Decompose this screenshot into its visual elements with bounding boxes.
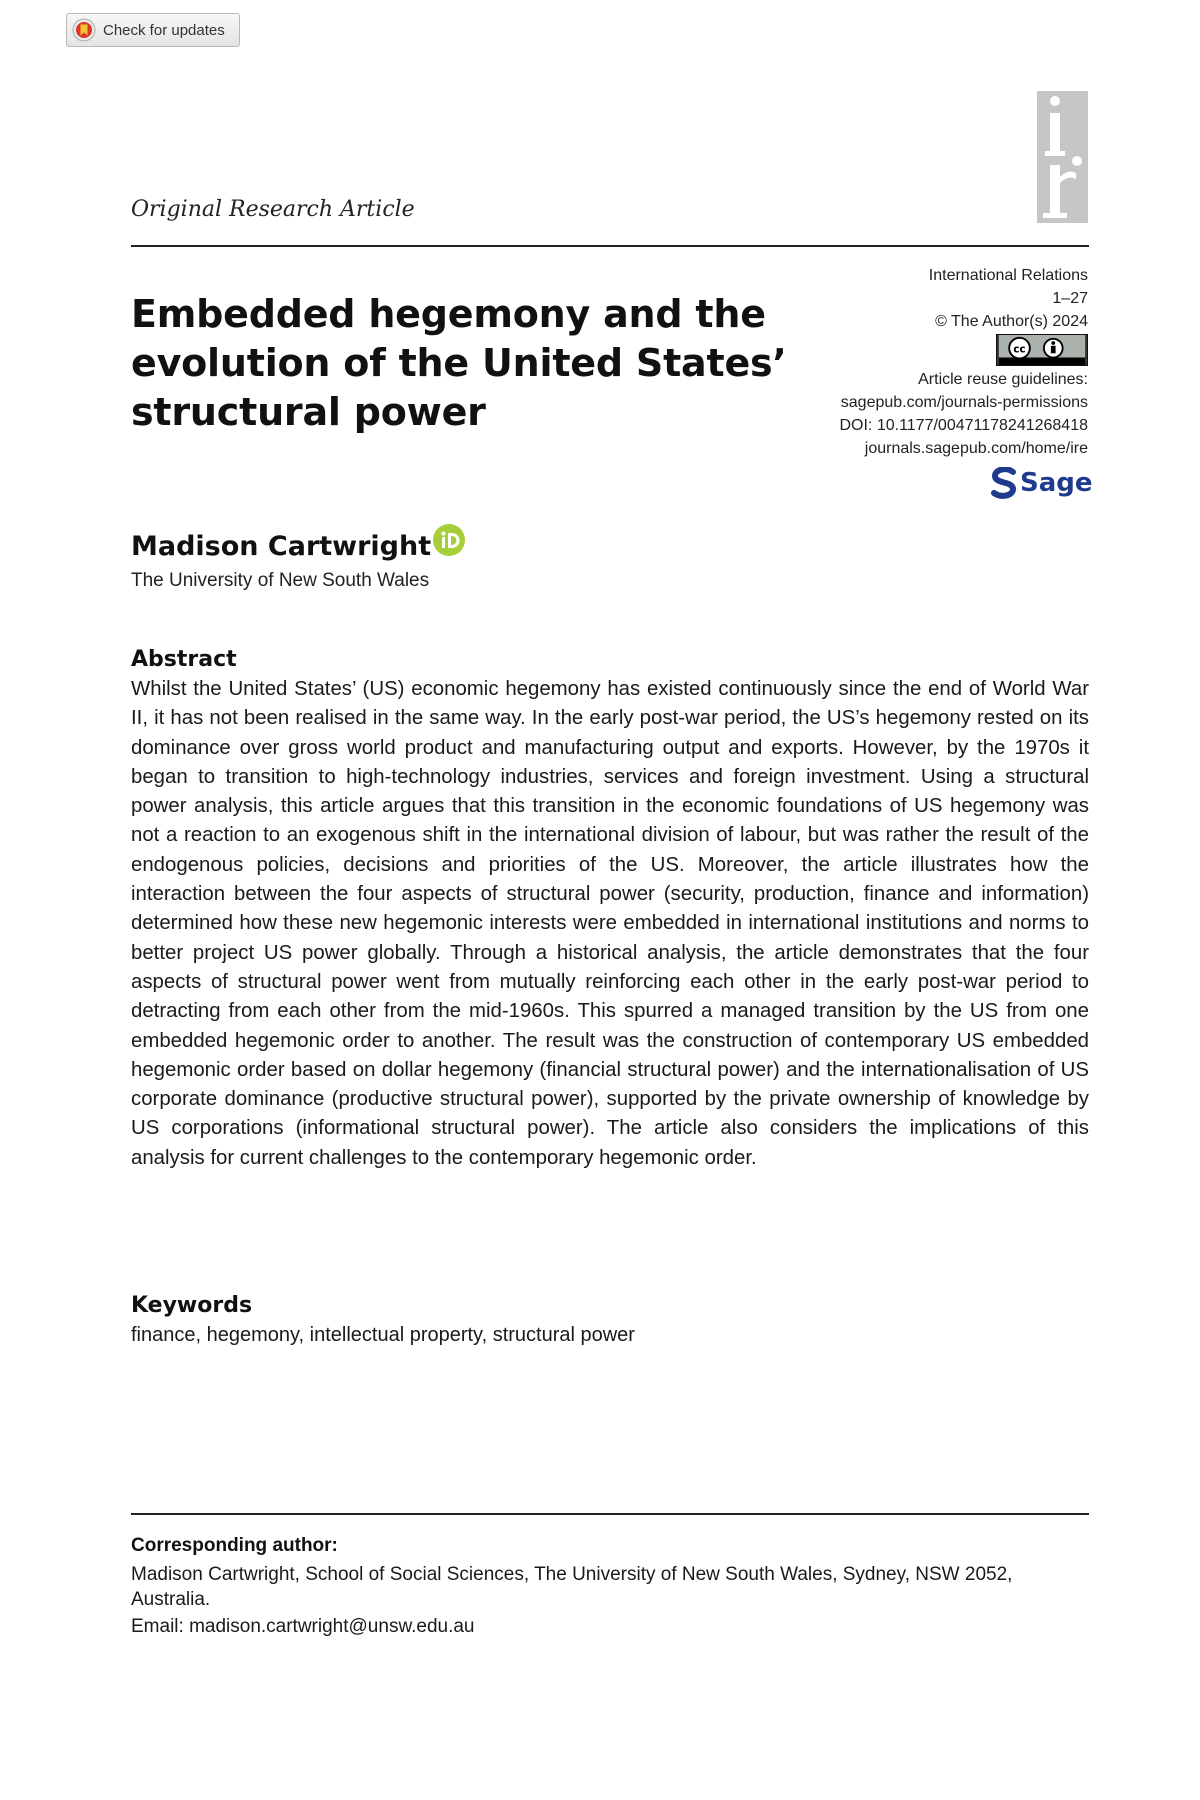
cc-by-icon[interactable] (996, 334, 1088, 366)
journal-homepage-link[interactable]: journals.sagepub.com/home/ire (864, 440, 1088, 457)
sage-logo (991, 467, 1093, 499)
corresponding-author-address: Madison Cartwright, School of Social Sciences, The University of New South Wales, Sydney, NSW 2052, Australia. (131, 1564, 1013, 1610)
journal-ir-logo (1037, 91, 1088, 223)
corresponding-author-email[interactable]: Email: madison.cartwright@unsw.edu.au (131, 1616, 475, 1637)
article-title: Embedded hegemony and the evolution of the United States’ structural power (131, 292, 787, 434)
author-affiliation: The University of New South Wales (131, 570, 430, 591)
doi-link[interactable]: DOI: 10.1177/00471178241268418 (839, 417, 1088, 434)
sage-wordmark: Sage (1020, 468, 1093, 498)
author-line (131, 531, 465, 562)
abstract-heading: Abstract (131, 647, 237, 672)
copyright-notice: © The Author(s) 2024 (935, 313, 1088, 330)
crossmark-icon (72, 18, 96, 42)
orcid-icon[interactable] (433, 524, 465, 556)
reuse-guidelines-label: Article reuse guidelines: (918, 371, 1088, 388)
page-range: 1–27 (1052, 290, 1088, 307)
abstract-body: Whilst the United States’ (US) economic hegemony has existed continuously since the end of World War II, it has not been realised in the same way. In the early post-war period, the US’s hegemony rested on its dominance over gross world product and manufacturing output and exports. However, by the 1970s it began to transition to high-technology industries, services and foreign investment. Using a structural power analysis, this article argues that this transition in the economic foundations of US hegemony was not a reaction to an exogenous shift in the international division of labour, but was rather the result of the endogenous policies, decisions and priorities of the US. Moreover, the article illustrates how the interaction between the four aspects of structural power (security, production, finance and information) determined how these new hegemonic interests were embedded in international institutions and norms to better project US power globally. Through a historical analysis, the article demonstrates that the four aspects of structural power went from mutually reinforcing each other in the early post-war period to detracting from each other from the mid-1960s. This spurred a managed transition by the US from one embedded hegemonic order to another. The result was the construction of contemporary US embedded hegemonic order based on dollar hegemony (financial structural power) and the internationalisation of US corporate dominance (productive structural power), supported by the private ownership of knowledge by US corporations (informational structural power). The article also considers the implications of this analysis for current challenges to the contemporary hegemonic order. (131, 678, 1089, 1169)
permissions-link[interactable]: sagepub.com/journals-permissions (840, 394, 1088, 411)
header-divider (131, 245, 1089, 247)
footer-divider (131, 1513, 1089, 1515)
check-for-updates-button[interactable] (66, 13, 240, 47)
check-for-updates-label: Check for updates (103, 21, 225, 39)
journal-name: International Relations (928, 267, 1088, 284)
keywords-list: finance, hegemony, intellectual property, structural power (131, 1324, 635, 1346)
svg-text:cc: cc (1013, 343, 1026, 356)
keywords-heading: Keywords (131, 1293, 253, 1318)
corresponding-author-heading: Corresponding author: (131, 1535, 338, 1556)
journal-logo-mark (1037, 91, 1088, 223)
article-type-label: Original Research Article (131, 197, 415, 222)
article-metadata (839, 264, 1088, 460)
author-name: Madison Cartwright (131, 531, 432, 562)
sage-s-icon (991, 467, 1017, 499)
